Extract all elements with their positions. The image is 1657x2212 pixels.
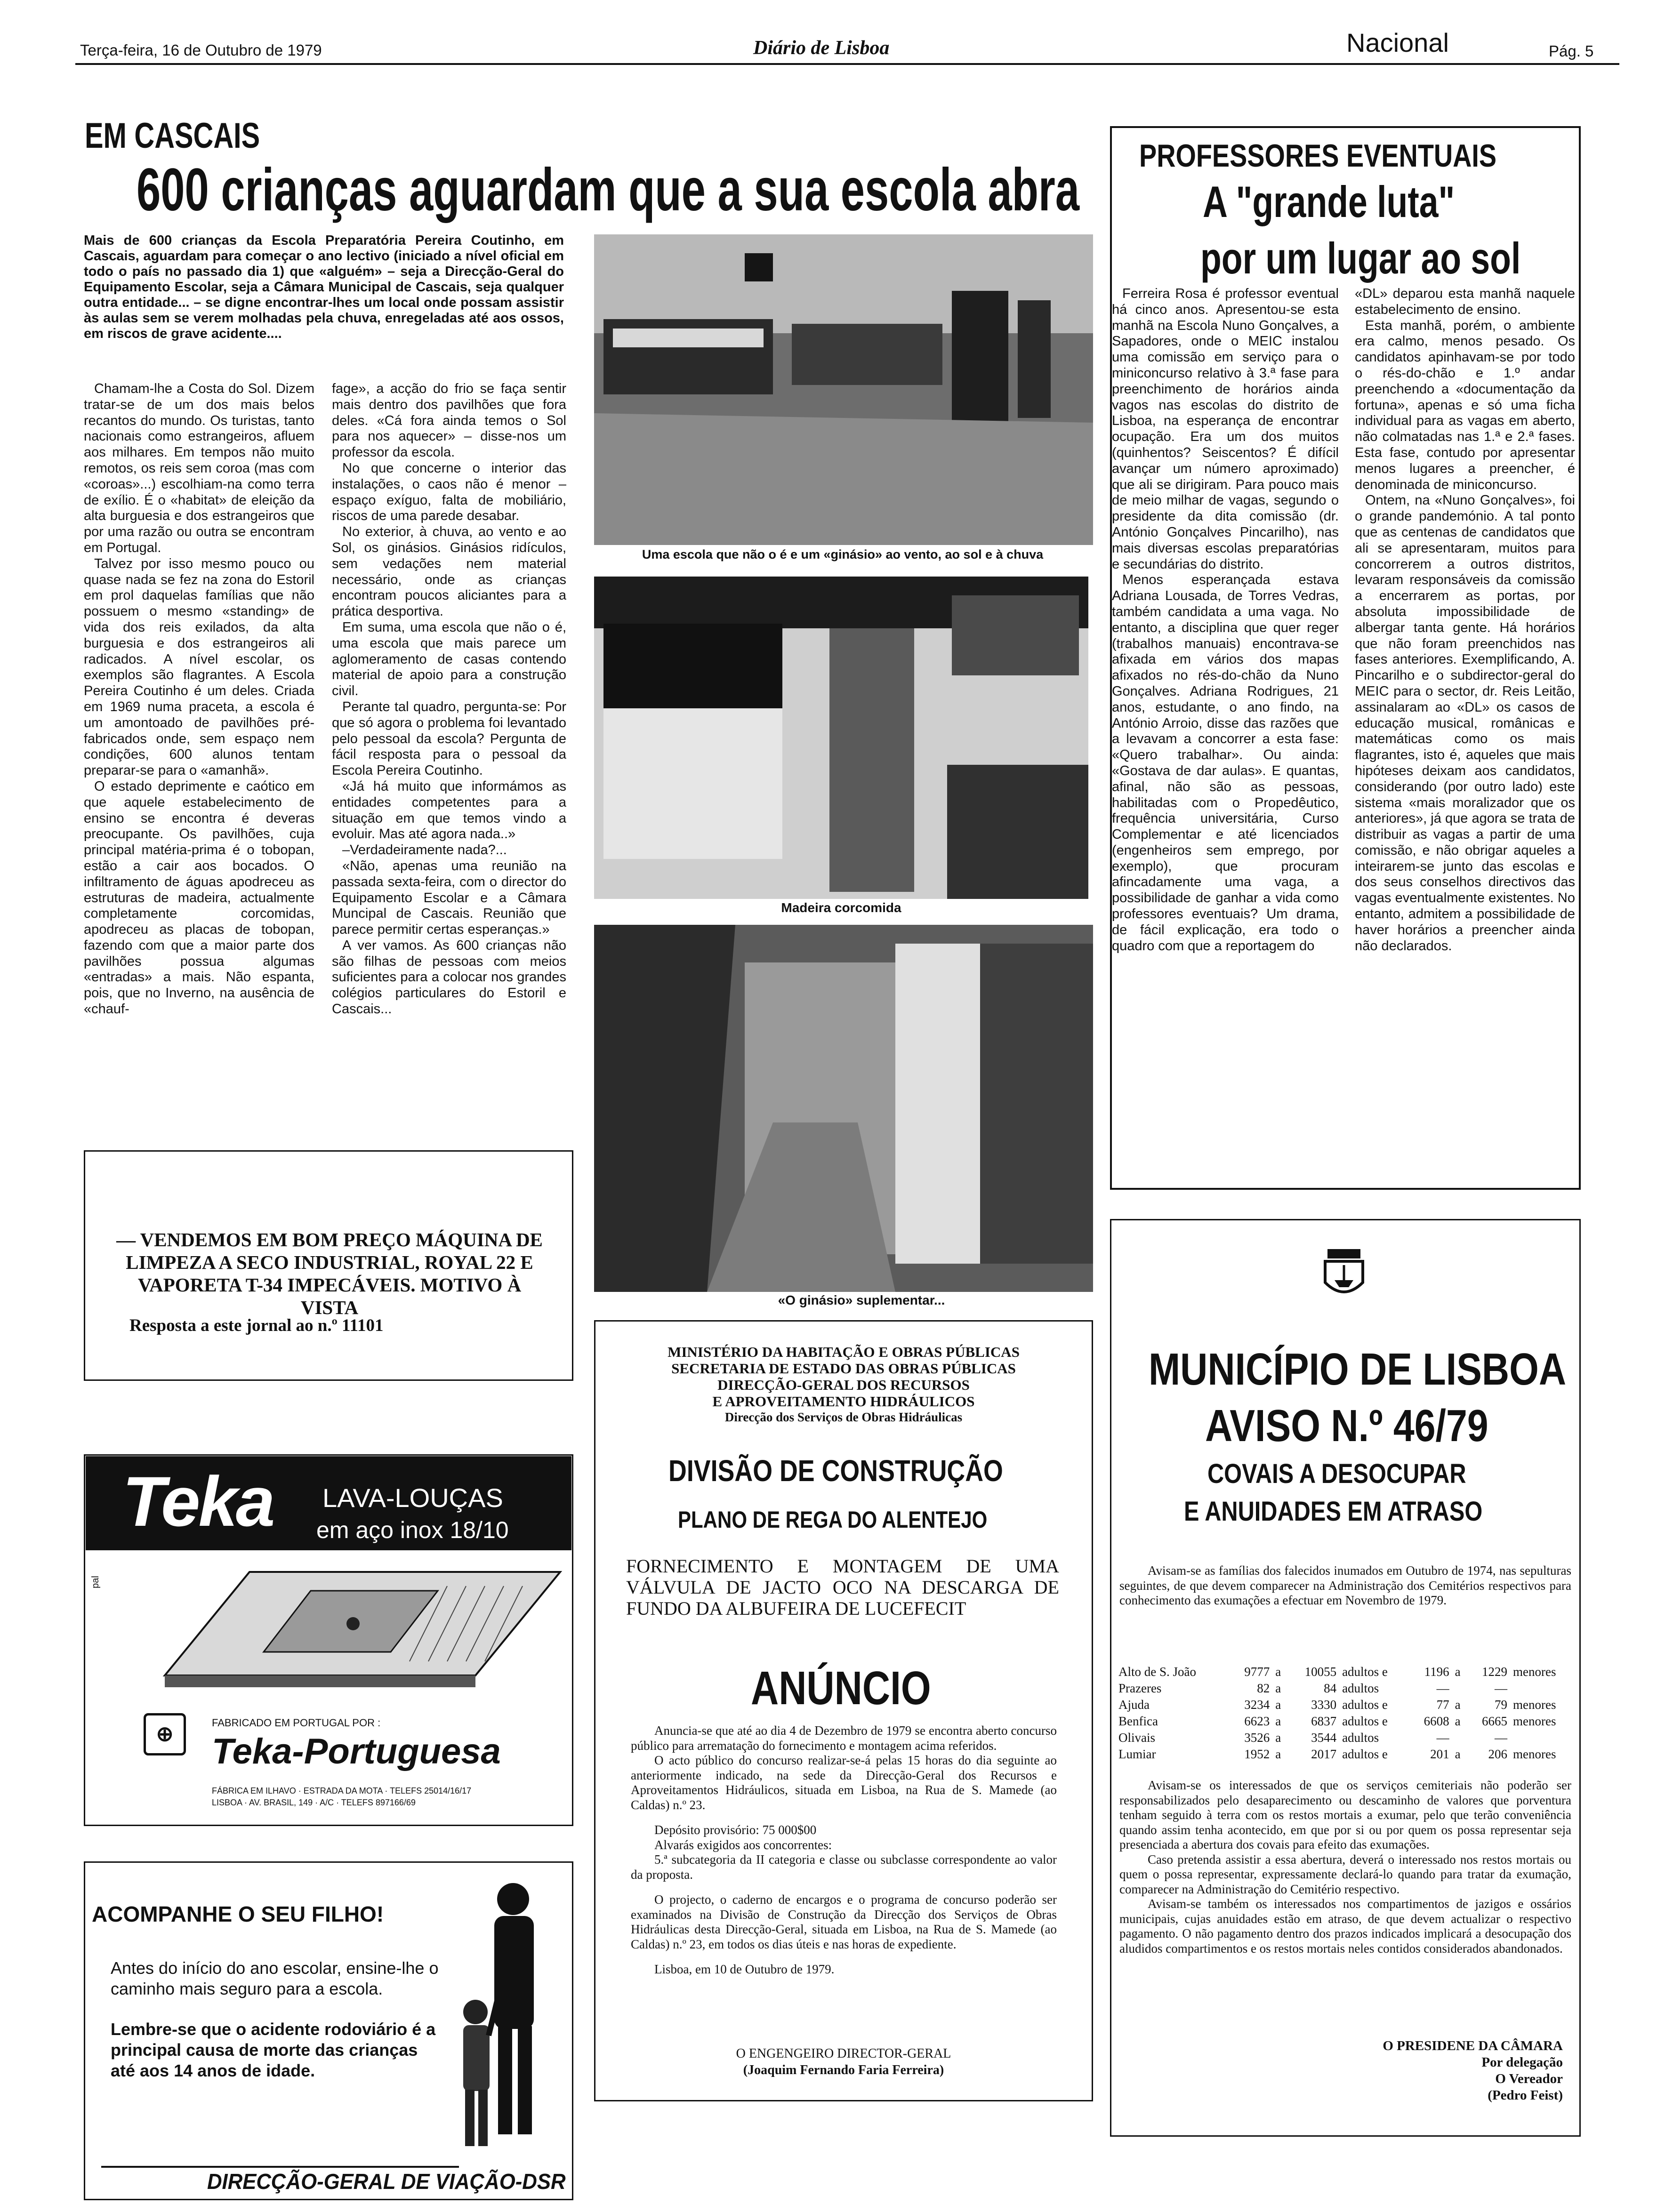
cemetery-row xyxy=(1116,1746,1577,1763)
professores-col1-p2: Menos esperançada estava Adriana Lousada, de Torres Vedras, também candidata a uma vaga. No entanto, a disciplina que quer reger (trabalhos manuais) encontrava-se afixada em vários dos mapas afixados no rés-do-chão da Nuno Gonçalves. Adriana Rodrigues, 21 anos, estudante, o ano findo, na António Arroio, disse das razões que a levavam a concorrer a esta fase: «Quero trabalhar». Ou ainda: «Gostava de dar aulas». E quantas, afinal, não são as pessoas, habilitadas com o Propedêutico, frequência universitária, Curso Complementar e até licenciados (engenheiros sem emprego, por exemplo), que procuram afincadamente uma vaga, a possibilidade de ganhar a vida como professores eventuais? Um drama, de fácil explicação, era todo o quadro com que a reportagem do xyxy=(1112,572,1339,954)
cemetery-cell: 201 xyxy=(1430,1747,1449,1761)
cemetery-cell: a xyxy=(1275,1665,1281,1679)
cemetery-cell: Lumiar xyxy=(1118,1747,1156,1761)
municipio-aviso: AVISO N.º 46/79 xyxy=(1205,1401,1488,1451)
cemetery-cell: Olivais xyxy=(1118,1731,1155,1745)
cemetery-cell: 1229 xyxy=(1482,1665,1508,1679)
cemetery-cell: Ajuda xyxy=(1118,1698,1150,1712)
cemetery-cell: 6837 xyxy=(1311,1714,1337,1728)
masthead-page: Pág. 5 xyxy=(1549,42,1594,60)
ministerio-h4: E APROVEITAMENTO HIDRÁULICOS xyxy=(712,1393,975,1410)
vendemos-ref: Resposta a este jornal ao n.º 11101 xyxy=(129,1316,384,1335)
school-photo-1-drawing xyxy=(594,234,1093,545)
masthead-date: Terça-feira, 16 de Outubro de 1979 xyxy=(80,41,322,59)
municipio-p3: Caso pretenda assistir a essa abertura, deverá o interessado nos restos mortais ou quem o possa representar, expressamente declará-lo quando para tratar da exumação, comparecer na Administração do Cemitério respectivo. xyxy=(1119,1852,1571,1896)
school-photo-1 xyxy=(594,234,1093,545)
cemetery-cell: 3544 xyxy=(1311,1731,1337,1745)
cascais-col2-p9: A ver vamos. As 600 crianças não são filhas de pessoas com meios suficientes para a colocar nos grandes colégios particulares do Estoril e Cascais... xyxy=(332,938,566,1017)
cemetery-cell: a xyxy=(1275,1681,1281,1695)
cemetery-cell: Prazeres xyxy=(1118,1681,1162,1695)
cascais-col2-p5: Perante tal quadro, pergunta-se: Por que só agora o problema foi levantado pelo pessoal da escola? Pergunta de fácil resposta para o pessoal da Escola Pereira Coutinho. xyxy=(332,699,566,778)
cemetery-row xyxy=(1116,1680,1577,1697)
ministerio-anuncio: ANÚNCIO xyxy=(751,1662,931,1715)
municipio-body xyxy=(1119,1778,1571,1956)
cemetery-cell xyxy=(1452,1730,1468,1746)
cemetery-table-body xyxy=(1116,1664,1577,1763)
cemetery-cell: 3330 xyxy=(1311,1698,1337,1712)
cemetery-cell: 2017 xyxy=(1311,1747,1337,1761)
teka-sink-illustration xyxy=(155,1558,570,1694)
cemetery-cell: a xyxy=(1455,1747,1461,1761)
cemetery-cell: 6608 xyxy=(1424,1714,1449,1728)
professores-title-2: por um lugar ao sol xyxy=(1200,233,1521,283)
school-photo-2-drawing xyxy=(594,577,1088,899)
filho-footer-rule xyxy=(101,2166,459,2168)
photo-caption-2: Madeira corcomida xyxy=(781,900,901,915)
cemetery-cell: 9777 xyxy=(1244,1665,1270,1679)
ministerio-h2: SECRETARIA DE ESTADO DAS OBRAS PÚBLICAS xyxy=(671,1360,1016,1377)
cemetery-cell: a xyxy=(1275,1747,1281,1761)
ministerio-plano: PLANO DE REGA DO ALENTEJO xyxy=(678,1507,988,1533)
cascais-col1-p3: O estado deprimente e caótico em que aquele estabelecimento de ensino se encontra é deveras preocupante. Os pavilhões, cuja principal matéria-prima é o tobopan, estão a cair aos bocados. O infiltramento de águas apodreceu as estruturas de madeira, actualmente completamente corcomidas, apodreceu as placas de tobopan, fazendo com que a maior parte dos pavilhões possua algumas «entradas» a mais. Não espanta, pois, que no Inverno, na ausência de «chauf- xyxy=(84,778,314,1017)
ministerio-h1: MINISTÉRIO DA HABITAÇÃO E OBRAS PÚBLICAS xyxy=(668,1344,1020,1360)
ministerio-p3: O projecto, o caderno de encargos e o programa de concurso poderão ser examinados na Divisão de Construção da Direcção dos Serviços de Obras Hidráulicas desta Direcção-Geral, situada em Lisboa, na Rua de S. Mamede (ao Caldas) n.º 23, em todos os dias úteis e nas horas de expediente. xyxy=(631,1892,1057,1951)
cemetery-cell: a xyxy=(1275,1731,1281,1745)
teka-addr1: FÁBRICA EM ILHAVO · ESTRADA DA MOTA · TELEFS 25014/16/17 xyxy=(212,1786,472,1795)
teka-made: FABRICADO EM PORTUGAL POR : xyxy=(212,1717,381,1729)
school-photo-3 xyxy=(594,925,1093,1292)
cemetery-cell: Alto de S. João xyxy=(1118,1665,1196,1679)
cemetery-cell: 84 xyxy=(1324,1681,1337,1695)
cascais-col2 xyxy=(332,381,566,1018)
professores-kicker: PROFESSORES EVENTUAIS xyxy=(1139,138,1497,174)
professores-title-1: A "grande luta" xyxy=(1203,177,1455,226)
teka-portuguesa-logo-icon: ⊕ xyxy=(144,1713,186,1755)
professores-col2-p1: «DL» deparou esta manhã naquele estabelecimento de ensino. xyxy=(1355,286,1575,317)
lisbon-coat-of-arms-icon xyxy=(1318,1247,1370,1304)
cemetery-row xyxy=(1116,1697,1577,1713)
filho-title: ACOMPANHE O SEU FILHO! xyxy=(92,1902,384,1926)
cascais-col2-p7: –Verdadeiramente nada?... xyxy=(342,842,507,858)
municipio-title: MUNICÍPIO DE LISBOA xyxy=(1149,1344,1567,1395)
cascais-headline: 600 crianças aguardam que a sua escola abra xyxy=(137,156,1079,224)
photo-caption-1: Uma escola que não o é e um «ginásio» ao vento, ao sol e à chuva xyxy=(642,547,1044,561)
municipio-sign2: Por delegação xyxy=(1481,2055,1563,2070)
cemetery-cell: 3526 xyxy=(1244,1731,1270,1745)
professores-col2-p3: Ontem, na «Nuno Gonçalves», foi o grande pandemónio. A tal ponto que as centenas de candidatos que ali se apresentaram, muitos para concorrerem a outros distritos, levaram responsáveis da comissão a encerrarem as portas, por absoluta impossibilidade de albergar tanta gente. Há horários que não foram preenchidos nas fases anteriores. Exemplificando, A. Pincarilho e o subdirector-geral do MEIC para o sector, dr. Reis Leitão, assinalaram ao «DL» os casos de educação musical, românicas e matemáticas como os mais flagrantes, isto é, aqueles que mais hipóteses deixam aos candidatos, considerando (por outro lado) este sistema «mais moralizador que os anteriores», já que agora se trata de distribuir as vagas a partir de uma comissão, e não obrigar aqueles a inteirarem-se junto das escolas e dos seus conselhos directivos das vagas eventualmente existentes. No entanto, admitem a possibilidade de haver horários a preencher ainda não declarados. xyxy=(1355,493,1575,954)
ministerio-sign1: O ENGENGEIRO DIRECTOR-GERAL xyxy=(736,2046,951,2061)
filho-footer: DIRECÇÃO-GERAL DE VIAÇÃO-DSR xyxy=(207,2169,566,2194)
cemetery-cell: a xyxy=(1455,1698,1461,1712)
cemetery-cell: 1952 xyxy=(1244,1747,1270,1761)
cemetery-row xyxy=(1116,1713,1577,1730)
cemetery-cell xyxy=(1452,1680,1468,1697)
cemetery-cell: adultos xyxy=(1342,1731,1379,1745)
ministerio-date: Lisboa, em 10 de Outubro de 1979. xyxy=(654,1962,835,1976)
parent-child-drawing xyxy=(447,1875,560,2158)
cemetery-cell: a xyxy=(1275,1698,1281,1712)
cemetery-cell xyxy=(1510,1730,1577,1746)
municipio-sign3: O Vereador xyxy=(1495,2071,1563,2086)
municipio-sub2: E ANUIDADES EM ATRASO xyxy=(1184,1496,1483,1527)
cemetery-cell: adultos e xyxy=(1342,1747,1388,1761)
cemetery-cell: — xyxy=(1495,1681,1508,1695)
teka-logo: Teka xyxy=(122,1462,273,1541)
school-photo-2 xyxy=(594,577,1088,899)
ministerio-h3: DIRECÇÃO-GERAL DOS RECURSOS xyxy=(717,1377,970,1393)
teka-side-mark: pal xyxy=(90,1576,101,1588)
municipio-sign4: (Pedro Feist) xyxy=(1488,2088,1563,2103)
teka-line1: LAVA-LOUÇAS xyxy=(322,1483,503,1513)
cemetery-cell: a xyxy=(1455,1714,1461,1728)
cemetery-cell: adultos e xyxy=(1342,1665,1388,1679)
masthead-paper: Diário de Lisboa xyxy=(753,37,890,59)
cemetery-cell: a xyxy=(1275,1714,1281,1728)
cemetery-cell: 10055 xyxy=(1304,1665,1337,1679)
teka-addr2: LISBOA · AV. BRASIL, 149 · A/C · TELEFS 897166/69 xyxy=(212,1798,416,1807)
cemetery-cell: — xyxy=(1495,1731,1508,1745)
cemetery-cell: Benfica xyxy=(1118,1714,1158,1728)
professores-col1 xyxy=(1112,286,1339,954)
teka-brand: Teka-Portuguesa xyxy=(212,1731,501,1771)
vendemos-text: — VENDEMOS EM BOM PREÇO MÁQUINA DE LIMPEZA A SECO INDUSTRIAL, ROYAL 22 E VAPORETA T-34 IMPECÁVEIS. MOTIVO À VISTA xyxy=(116,1229,543,1318)
ministerio-alvaras-2: 5.ª subcategoria da II categoria e classe ou subclasse correspondente ao valor da proposta. xyxy=(631,1852,1057,1882)
cemetery-cell: menores xyxy=(1513,1747,1556,1761)
filho-p1: Antes do início do ano escolar, ensine-lhe o caminho mais seguro para a escola. xyxy=(111,1958,439,1998)
school-photo-3-drawing xyxy=(594,925,1093,1292)
coat-of-arms-drawing xyxy=(1318,1247,1370,1304)
ministerio-deposito: Depósito provisório: 75 000$00 xyxy=(654,1823,817,1837)
masthead-section: Nacional xyxy=(1346,28,1449,57)
cascais-col1 xyxy=(84,381,314,1018)
ministerio-sign2: (Joaquim Fernando Faria Ferreira) xyxy=(743,2063,944,2077)
cemetery-cell: 6623 xyxy=(1244,1714,1270,1728)
photo-caption-3: «O ginásio» suplementar... xyxy=(778,1293,945,1307)
ministerio-fornecimento: FORNECIMENTO E MONTAGEM DE UMA VÁLVULA DE JACTO OCO NA DESCARGA DE FUNDO DA ALBUFEIRA DE LUCEFECIT xyxy=(626,1555,1059,1619)
ministerio-h5: Direcção dos Serviços de Obras Hidráulicas xyxy=(724,1410,963,1424)
cascais-lead: Mais de 600 crianças da Escola Preparatória Pereira Coutinho, em Cascais, aguardam para começar o ano lectivo (iniciado a nível oficial em todo o país no passado dia 1) que «alguém» – seja a Direcção-Geral do Equipamento Escolar, seja a Câmara Municipal de Cascais, seja qualquer outra entidade... – se digne encontrar-lhes um local onde possam assistir às aulas sem se verem molhadas pela chuva, enregeladas até aos ossos, em riscos de grave acidente.... xyxy=(84,233,564,341)
sink-drawing xyxy=(155,1558,570,1694)
filho-p2: Lembre-se que o acidente rodoviário é a principal causa de morte das crianças até aos 14 anos de idade. xyxy=(111,2020,436,2080)
cemetery-row xyxy=(1116,1664,1577,1680)
cemetery-cell: 6665 xyxy=(1482,1714,1508,1728)
teka-line2: em aço inox 18/10 xyxy=(316,1517,509,1543)
cemetery-table xyxy=(1116,1664,1577,1763)
cemetery-cell: 77 xyxy=(1436,1698,1449,1712)
cemetery-cell: 206 xyxy=(1488,1747,1508,1761)
ministerio-p2: O acto público do concurso realizar-se-á pelas 15 horas do dia seguinte ao anteriormente indicado, na sede da Direcção-Geral dos Recursos e Aproveitamentos Hidráulicos, situada em Lisboa, na Rua de S. Mamede (ao Caldas) n.º 23. xyxy=(631,1753,1057,1812)
ministerio-alvaras: Alvarás exigidos aos concorrentes: xyxy=(654,1837,832,1852)
professores-col1-p1: Ferreira Rosa é professor eventual há cinco anos. Apresentou-se esta manhã na Escola Nuno Gonçalves, a Sapadores, onde o MEIC instalou uma comissão em serviço para o miniconcurso relativo à 3.ª fase para preenchimento de horários ainda vagos nas escolas do distrito de Lisboa, na esperança de encontrar ocupação. Era um dos muitos (quinhentos? Seiscentos? É difícil avançar um número aproximado) que ali se dirigiram. Para pouco mais de meio milhar de vagas, segundo o presidente da dita comissão (dr. António Gonçalves Pincarilho), nas mais diversas escolas preparatórias e secundárias do distrito. xyxy=(1112,286,1339,572)
cascais-kicker: EM CASCAIS xyxy=(85,116,260,156)
professores-col2 xyxy=(1355,286,1575,954)
cascais-col1-p1: Chamam-lhe a Costa do Sol. Dizem tratar-se de um dos mais belos recantos do mundo. Os turistas, tanto nacionais como estrangeiros, afluem aos milhares. Em tempos não muito remotos, os reis sem coroa (mas com «coroas»...) escolhiam-na como terra de exílio. É o «habitat» de eleição da alta burguesia e dos estrangeiros que por uma razão ou outra se encontram em Portugal. xyxy=(84,381,314,555)
cemetery-cell: 3234 xyxy=(1244,1698,1270,1712)
parent-child-illustration xyxy=(447,1875,560,2158)
cemetery-cell: adultos e xyxy=(1342,1714,1388,1728)
cascais-col1-p2: Talvez por isso mesmo pouco ou quase nada se fez na zona do Estoril em prol daquelas famílias que não possuem o mesmo «standing» de vida dos reis exilados, da alta burguesia e dos estrangeiros ali radicados. A nível escolar, os exemplos são flagrantes. A Escola Pereira Coutinho é um deles. Criada em 1969 numa praceta, a escola é um amontoado de pavilhões pré-fabricados onde, sem espaço nem condições, 600 alunos tentam preparar-se para o «amanhã». xyxy=(84,556,314,778)
cemetery-cell: 1196 xyxy=(1424,1665,1449,1679)
masthead-rule xyxy=(75,63,1619,65)
cascais-col2-p8: «Não, apenas uma reunião na passada sexta-feira, com o director do Equipamento Escolar e a Câmara Muncipal de Cascais. Reunião que parece permitir certas esperanças.» xyxy=(332,858,566,938)
municipio-signature xyxy=(1271,2038,1563,2104)
cascais-col2-p2: No que concerne o interior das instalações, o caos não é menor – espaço exíguo, falta de mobiliário, riscos de uma parede desabar. xyxy=(332,460,566,524)
municipio-p1: Avisam-se as famílias dos falecidos inumados em Outubro de 1974, nas sepulturas seguintes, de que devem comparecer na Administração dos Cemitérios respectivos para conhecimento das exumações a efectuar em Novembro de 1979. xyxy=(1119,1563,1571,1607)
cemetery-cell: 82 xyxy=(1257,1681,1270,1695)
municipio-p2: Avisam-se os interessados de que os serviços cemiteriais não poderão ser responsabilizados pelo desaparecimento ou descaminho de valores que porventura tenham seguido à terra com os restos mortais a exumar, pelo que terão conveniência quando assim tenha acontecido, em que por si ou por quem os possa representar seja presenciada a abertura dos covais para efeito das exumações. xyxy=(1119,1778,1571,1851)
municipio-sign1: O PRESIDENE DA CÂMARA xyxy=(1383,2038,1563,2053)
municipio-p4: Avisam-se também os interessados nos compartimentos de jazigos e ossários municipais, cujas anuidades estão em atraso, de que devem actualizar o respectivo pagamento. O não pagamento dentro dos prazos indicados implicará a desocupação dos aludidos compartimentos e os restos mortais neles contidos considerados abandonados. xyxy=(1119,1897,1571,1956)
cascais-col2-p1: fage», a acção do frio se faça sentir mais dentro dos pavilhões que fora deles. «Cá fora ainda temos o Sol para nos aquecer» – disse-nos um professor da escola. xyxy=(332,381,566,460)
cemetery-row xyxy=(1116,1730,1577,1746)
cemetery-cell: menores xyxy=(1513,1714,1556,1728)
cemetery-cell: — xyxy=(1436,1681,1449,1695)
cascais-col2-p6: «Já há muito que informámos as entidades competentes para a situação em que temos vindo a evoluir. Mas até agora nada..» xyxy=(332,778,566,842)
cemetery-cell: — xyxy=(1436,1731,1449,1745)
cemetery-cell: menores xyxy=(1513,1698,1556,1712)
cemetery-cell: 79 xyxy=(1495,1698,1508,1712)
cemetery-cell: adultos xyxy=(1342,1681,1379,1695)
cascais-col2-p4: Em suma, uma escola que não o é, uma escola que mais parece um aglomeramento de casas contendo material de apoio para a construção civil. xyxy=(332,619,566,699)
professores-col2-p2: Esta manhã, porém, o ambiente era calmo, menos pesado. Os candidatos apinhavam-se por todo o rés-do-chão e 1.º andar preenchendo a «documentação da fortuna», apenas e só uma ficha individual para as vagas em aberto, não colmatadas nas 1.ª e 2.ª fases. Esta fase, contudo por apresentar menos lugares a preencher, é denominada de miniconcurso. xyxy=(1355,318,1575,492)
ministerio-divisao: DIVISÃO DE CONSTRUÇÃO xyxy=(668,1454,1003,1488)
cemetery-cell: menores xyxy=(1513,1665,1556,1679)
cascais-col2-p3: No exterior, à chuva, ao vento e ao Sol, os ginásios. Ginásios ridículos, sem vedações nem material necessário, onde as crianças encontram poucos aliciantes para a prática desportiva. xyxy=(332,524,566,619)
cemetery-cell: adultos e xyxy=(1342,1698,1388,1712)
ministerio-p1: Anuncia-se que até ao dia 4 de Dezembro de 1979 se encontra aberto concurso público para arrematação do fornecimento e montagem acima referidos. xyxy=(631,1723,1057,1753)
cemetery-cell: a xyxy=(1455,1665,1461,1679)
municipio-sub1: COVAIS A DESOCUPAR xyxy=(1207,1459,1466,1489)
ministerio-body xyxy=(631,1723,1057,1977)
cemetery-cell xyxy=(1510,1680,1577,1697)
